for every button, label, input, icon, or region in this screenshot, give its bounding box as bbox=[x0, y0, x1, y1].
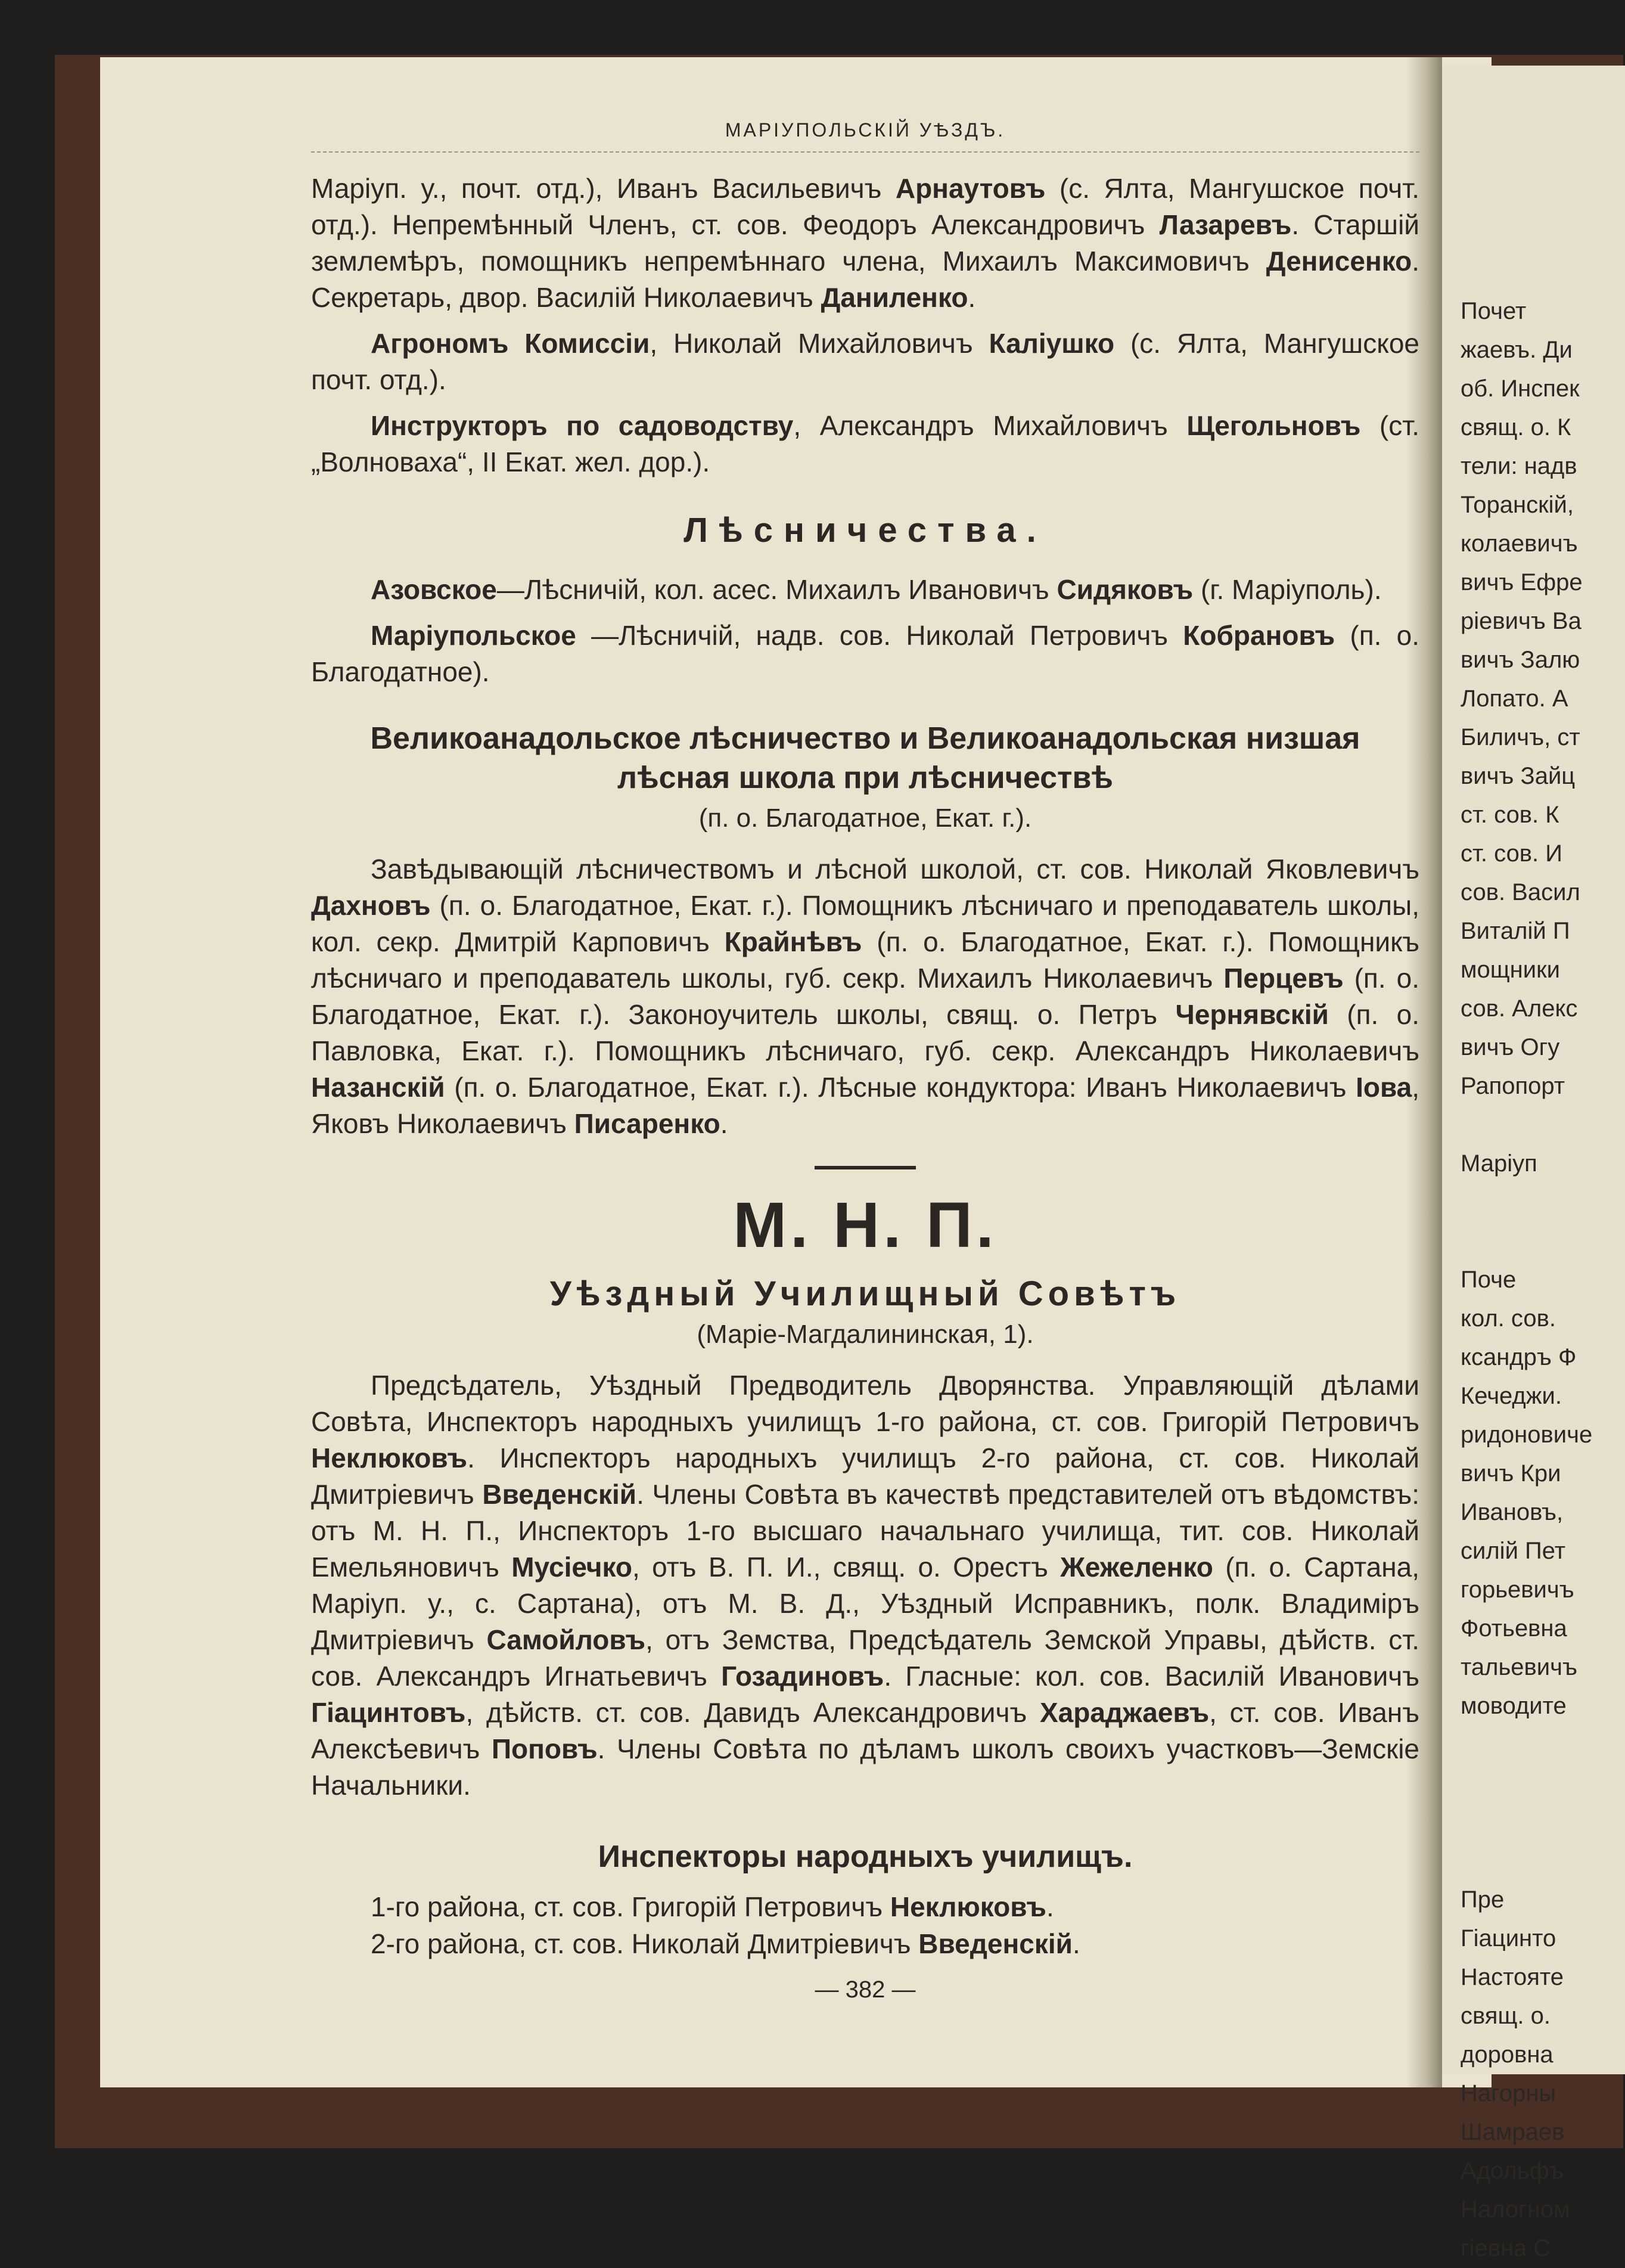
heading-velikoanadol: Великоанадольское лѣсничество и Великоанадольская низшая лѣсная школа при лѣсничествѣ bbox=[370, 721, 1360, 795]
inspector-district-2: 2-го района, ст. сов. Николай Дмитріевичъ Введенскій. bbox=[371, 1928, 1080, 1959]
right-page-line: свящ. о. К bbox=[1461, 414, 1571, 440]
right-page-line: тальевичъ bbox=[1461, 1654, 1577, 1680]
right-page-line: мощники bbox=[1461, 957, 1560, 983]
right-page-line: свящ. о. bbox=[1461, 2003, 1551, 2029]
right-page-line: Маріуп bbox=[1461, 1150, 1537, 1177]
right-page-line: гіевна С bbox=[1461, 2235, 1551, 2261]
right-page-line: сов. Васил bbox=[1461, 879, 1580, 905]
right-page-line bbox=[1438, 1842, 1625, 1881]
paragraph-school-council: Предсѣдатель, Уѣздный Предводитель Дворянства. Управляющій дѣлами Совѣта, Инспекторъ народныхъ училищъ 1-го района, ст. сов. Григорій Петровичъ Неклюковъ. Инспекторъ народныхъ училищъ 2-го района, ст. сов. Николай Дмитріевичъ Введенскій. Члены Совѣта въ качествѣ представителей отъ вѣдомствъ: отъ М. Н. П., Инспекторъ 1-го высшаго начальнаго училища, тит. сов. Николай Емельяновичъ Мусіечко, отъ В. П. И., свящ. о. Орестъ Жежеленко (п. о. Сартана, Маріуп. у., с. Сартана), отъ М. В. Д., Уѣздный Исправникъ, полк. Владиміръ Дмитріевичъ Самойловъ, отъ Земства, Предсѣдатель Земской Управы, дѣйств. ст. сов. Александръ Игнатьевичъ Гозадиновъ. Гласные: кол. сов. Василій Ивановичъ Гіацинтовъ, дѣйств. ст. сов. Давидъ Александровичъ Хараджаевъ, ст. сов. Иванъ Алексѣевичъ Поповъ. Члены Совѣта по дѣламъ школъ своихъ участковъ—Земскіе Начальники. bbox=[311, 1370, 1420, 1801]
right-page-line bbox=[1438, 1764, 1625, 1803]
running-head: МАРІУПОЛЬСКІЙ УѢЗДЪ. bbox=[725, 119, 1006, 141]
velikoanadol-address: (п. о. Благодатное, Екат. г.). bbox=[698, 803, 1032, 833]
right-page-line: Адольфъ bbox=[1461, 2158, 1564, 2184]
right-page-line: силій Пет bbox=[1461, 1538, 1566, 1564]
right-page-line bbox=[1438, 137, 1625, 176]
right-page-line: доровна bbox=[1461, 2041, 1553, 2068]
paragraph-mariupol-forestry: Маріупольское —Лѣсничій, надв. сов. Николай Петровичъ Кобрановъ (п. о. Благодатное). bbox=[311, 620, 1419, 687]
right-page-line: Гіацинто bbox=[1461, 1925, 1556, 1951]
right-page-line: Биличъ, ст bbox=[1461, 724, 1580, 750]
paragraph-agronomist: Агрономъ Комиссіи, Николай Михайловичъ Каліушко (с. Ялта, Мангушское почт. отд.). bbox=[311, 328, 1420, 395]
right-page-line: Нагорны bbox=[1461, 2080, 1556, 2106]
right-page-line bbox=[1438, 1222, 1625, 1261]
right-page-line: тели: надв bbox=[1461, 453, 1577, 479]
right-page-line: ст. сов. К bbox=[1461, 802, 1559, 828]
right-page-line bbox=[1438, 1106, 1625, 1144]
right-page-line: вичъ Залю bbox=[1461, 647, 1580, 673]
school-council-address: (Маріе-Магдалининская, 1). bbox=[697, 1320, 1034, 1349]
right-page-line: Ивановъ, bbox=[1461, 1499, 1564, 1525]
right-page-line: Фотьевна bbox=[1461, 1615, 1567, 1642]
right-page-line: Налогном bbox=[1461, 2196, 1570, 2223]
right-page-line: Торанскій, bbox=[1461, 492, 1574, 518]
right-page-line: сов. Алекс bbox=[1461, 995, 1578, 1022]
right-page-line bbox=[1438, 176, 1625, 215]
right-page-line: жаевъ. Ди bbox=[1461, 337, 1573, 363]
right-page-line bbox=[1438, 215, 1625, 253]
right-page-line bbox=[1438, 253, 1625, 292]
right-page-line bbox=[1438, 1726, 1625, 1764]
right-page-line: ридоновиче bbox=[1461, 1422, 1593, 1448]
right-page-line: Шамраев bbox=[1461, 2119, 1565, 2145]
heading-inspectors: Инспекторы народныхъ училищъ. bbox=[598, 1839, 1133, 1874]
heading-school-council: Уѣздный Училищный Совѣтъ bbox=[549, 1274, 1181, 1313]
page-text bbox=[311, 119, 1419, 2003]
paragraph-commission-members: Маріуп. у., почт. отд.), Иванъ Васильевичъ Арнаутовъ (с. Ялта, Мангушское почт. отд.). Непремѣнный Членъ, ст. сов. Феодоръ Александровичъ Лазаревъ. Старшій землемѣръ, помощникъ непремѣннаго члена, Михаилъ Максимовичъ Денисенко. Секретарь, двор. Василій Николаевичъ Даниленко. bbox=[311, 173, 1419, 313]
right-page-text bbox=[1438, 66, 1625, 2268]
section-divider bbox=[815, 1166, 916, 1169]
paragraph-instructor: Инструкторъ по садоводству, Александръ Михайловичъ Щегольновъ (ст. „Волноваха“, II Екат. жел. дор.). bbox=[311, 410, 1420, 477]
right-page-line: ріевичъ Ва bbox=[1461, 608, 1581, 634]
right-page bbox=[1436, 66, 1625, 2261]
right-page-line: ксандръ Ф bbox=[1461, 1344, 1577, 1370]
right-page-line: вичъ Ефре bbox=[1461, 569, 1583, 595]
right-page-line: вичъ Кри bbox=[1461, 1460, 1561, 1487]
right-page-line: кол. сов. bbox=[1461, 1305, 1556, 1332]
heading-mnp: М. Н. П. bbox=[733, 1189, 998, 1261]
right-page-line: Поче bbox=[1461, 1267, 1517, 1293]
right-page-line: колаевичъ bbox=[1461, 530, 1578, 557]
right-page-line: Пре bbox=[1461, 1887, 1505, 1913]
paragraph-azov-forestry: Азовское—Лѣсничій, кол. асес. Михаилъ Ивановичъ Сидяковъ (г. Маріуполь). bbox=[371, 574, 1382, 605]
right-page-line: моводите bbox=[1461, 1693, 1567, 1719]
right-page-line: Лопато. А bbox=[1461, 685, 1568, 712]
right-page-line: Виталій П bbox=[1461, 918, 1570, 944]
paragraph-velikoanadol-staff: Завѣдывающій лѣсничествомъ и лѣсной школой, ст. сов. Николай Яковлевичъ Дахновъ (п. о. Благодатное, Екат. г.). Помощникъ лѣсничаго и преподаватель школы, кол. секр. Дмитрій Карповичъ Крайнѣвъ (п. о. Благодатное, Екат. г.). Помощникъ лѣсничаго и преподаватель школы, губ. секр. Михаилъ Николаевичъ Перцевъ (п. о. Благодатное, Екат. г.). Законоучитель школы, свящ. о. Петръ Чернявскій (п. о. Павловка, Екат. г.). Помощникъ лѣсничаго, губ. секр. Александръ Николаевичъ Назанскій (п. о. Благодатное, Екат. г.). Лѣсные кондуктора: Иванъ Николаевичъ Іова, Яковъ Николаевичъ Писаренко. bbox=[311, 854, 1420, 1139]
right-page-line: Настояте bbox=[1461, 1964, 1564, 1990]
right-page-line: Кечеджи. bbox=[1461, 1383, 1562, 1409]
right-page-line bbox=[1438, 1183, 1625, 1222]
page-number: — 382 — bbox=[815, 1977, 916, 2003]
right-page-line: Почет bbox=[1461, 298, 1527, 324]
right-page-line: вичъ Огу bbox=[1461, 1034, 1560, 1060]
header-rule bbox=[311, 151, 1419, 153]
right-page-line bbox=[1438, 1803, 1625, 1842]
right-page-line: Рапопорт bbox=[1461, 1073, 1565, 1099]
right-page-line: ст. сов. И bbox=[1461, 840, 1563, 867]
heading-forestries: Лѣсничества. bbox=[683, 511, 1047, 550]
right-page-line: об. Инспек bbox=[1461, 376, 1580, 402]
inspector-district-1: 1-го района, ст. сов. Григорій Петровичъ Неклюковъ. bbox=[371, 1891, 1054, 1922]
right-page-line: вичъ Зайц bbox=[1461, 763, 1576, 789]
right-page-line: горьевичъ bbox=[1461, 1577, 1574, 1603]
